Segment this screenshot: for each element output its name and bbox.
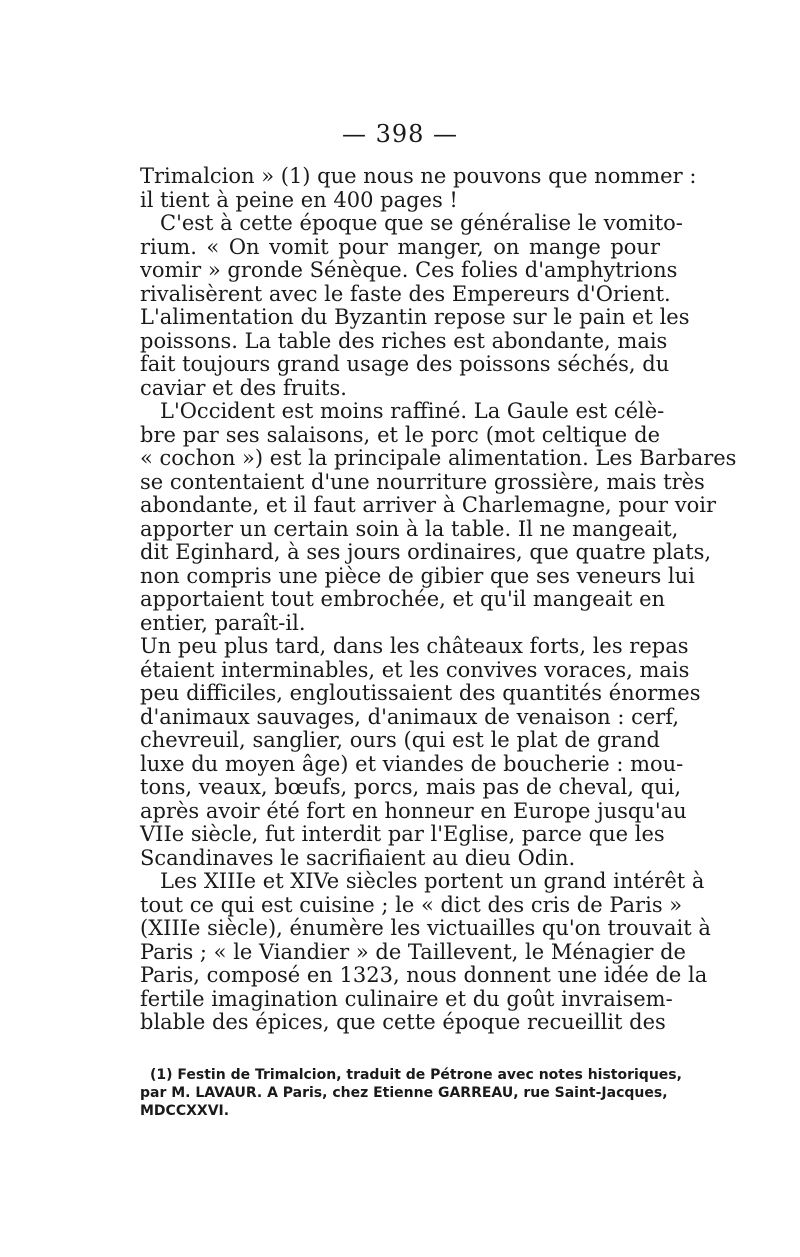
footnote-line: par M. LAVAUR. A Paris, chez Etienne GARREAU, rue Saint-Jacques, xyxy=(140,1085,668,1101)
text-line: dit Eginhard, à ses jours ordinaires, que quatre plats, xyxy=(140,540,712,564)
footnote-line: (1) Festin de Trimalcion, traduit de Pétrone avec notes historiques, xyxy=(150,1067,682,1083)
text-line: caviar et des fruits. xyxy=(140,375,347,400)
text-line: tons, veaux, bœufs, porcs, mais pas de cheval, qui, xyxy=(140,775,681,799)
text-line: Paris, composé en 1323, nous donnent une idée de la xyxy=(140,963,708,987)
text-line: Trimalcion » (1) que nous ne pouvons que nommer : xyxy=(140,164,697,188)
text-line: L'alimentation du Byzantin repose sur le pain et les xyxy=(140,305,690,329)
text-line: apporter un certain soin à la table. Il ne mangeait, xyxy=(140,516,679,541)
text-line: vomir » gronde Sénèque. Ces folies d'amphytrions xyxy=(140,258,678,282)
footnote xyxy=(140,1066,682,1120)
page-number: — 398 — xyxy=(341,120,459,148)
text-line: abondante, et il faut arriver à Charlemagne, pour voir xyxy=(140,493,716,517)
text-line: étaient interminables, et les convives voraces, mais xyxy=(140,657,690,682)
text-line: fertile imagination culinaire et du goût invraisem- xyxy=(140,986,673,1011)
text-line: non compris une pièce de gibier que ses veneurs lui xyxy=(140,563,695,588)
text-line: bre par ses salaisons, et le porc (mot celtique de xyxy=(140,422,660,447)
text-line: apportaient tout embrochée, et qu'il mangeait en xyxy=(140,587,666,611)
text-line: se contentaient d'une nourriture grossière, mais très xyxy=(140,469,705,494)
text-line: après avoir été fort en honneur en Europe jusqu'au xyxy=(140,798,687,823)
text-line: rivalisèrent avec le faste des Empereurs d'Orient. xyxy=(140,281,671,306)
text-line: Paris ; « le Viandier » de Taillevent, le Ménagier de xyxy=(140,939,686,964)
text-line: (XIIIe siècle), énumère les victuailles qu'on trouvait à xyxy=(140,916,711,940)
text-line: Scandinaves le sacrifiaient au dieu Odin. xyxy=(140,845,576,870)
text-line: Les XIIIe et XIVe siècles portent un grand intérêt à xyxy=(160,869,705,893)
text-line: C'est à cette époque que se généralise le vomito- xyxy=(160,211,683,235)
text-line: blable des épices, que cette époque recueillit des xyxy=(140,1010,666,1034)
text-line: Un peu plus tard, dans les châteaux forts, les repas xyxy=(140,634,689,658)
text-line: L'Occident est moins raffiné. La Gaule est célè- xyxy=(160,399,665,423)
text-line: peu difficiles, engloutissaient des quantités énormes xyxy=(140,681,701,705)
footnote-line: MDCCXXVI. xyxy=(140,1103,230,1119)
text-line: poissons. La table des riches est abondante, mais xyxy=(140,328,668,353)
text-line: chevreuil, sanglier, ours (qui est le plat de grand xyxy=(140,728,660,752)
text-line: d'animaux sauvages, d'animaux de venaison : cerf, xyxy=(140,704,680,729)
body-text xyxy=(140,164,737,1035)
text-line: entier, paraît-il. xyxy=(140,610,306,635)
text-line: rium. « On vomit pour manger, on mange pour xyxy=(140,234,660,259)
text-line: VIIe siècle, fut interdit par l'Eglise, parce que les xyxy=(140,822,665,846)
text-line: fait toujours grand usage des poissons séchés, du xyxy=(140,352,670,376)
text-line: luxe du moyen âge) et viandes de boucherie : mou- xyxy=(140,751,684,776)
text-line: il tient à peine en 400 pages ! xyxy=(140,187,458,212)
text-line: « cochon ») est la principale alimentation. Les Barbares xyxy=(140,446,737,470)
text-line: tout ce qui est cuisine ; le « dict des cris de Paris » xyxy=(140,892,683,917)
